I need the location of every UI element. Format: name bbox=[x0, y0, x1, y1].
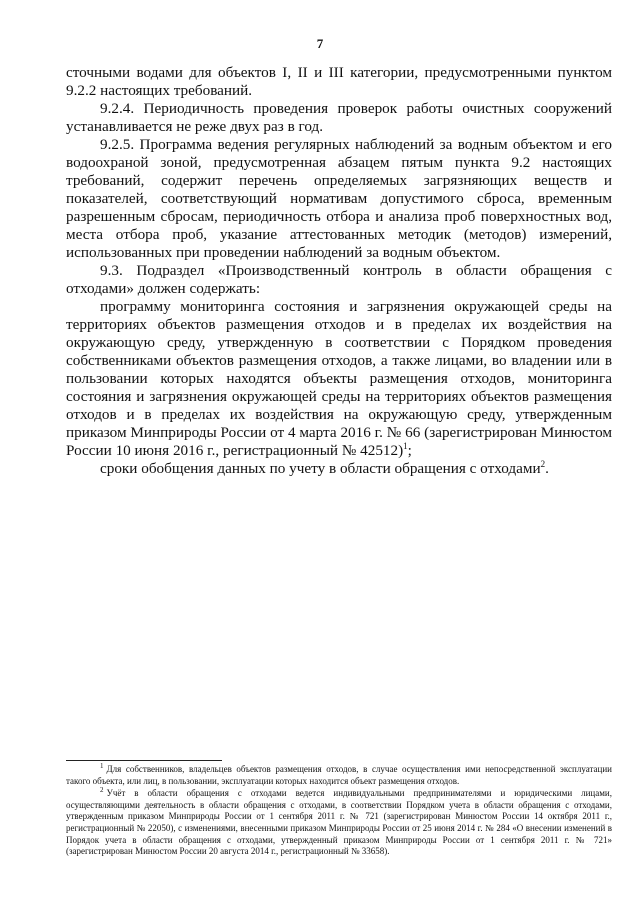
body-text bbox=[66, 64, 612, 478]
paragraph-monitoring-program: программу мониторинга состояния и загрязнения окружающей среды на территориях объектов размещения отходов и в пределах их воздействия на окружающую среду, утвержденную в соответствии с Порядком проведения собственниками объектов размещения отходов, а также лицами, во владении или в пользовании которых находятся объекты размещения отходов, мониторинга состояния и загрязнения окружающей среды на территориях объектов размещения отходов и в пределах их воздействия на окружающую среду, утвержденным приказом Минприроды России от 4 марта 2016 г. № 66 (зарегистрирован Минюстом России 10 июня 2016 г., регистрационный № 42512)$^1$; bbox=[66, 298, 612, 459]
footnote-ref-1: 1 bbox=[403, 440, 408, 451]
footnote-2: $^2$ Учёт в области обращения с отходами ведется индивидуальными предпринимателями и юридическими лицами, осуществляющими деятельность в области обращения с отходами, в соответствии Порядком учета в области обращения с отходами, утвержденным приказом Минприроды России от 1 сентября 2011 г. № 721 (зарегистрирован Минюстом России 14 октября 2011 г., регистрационный № 22050), с изменениями, внесенными приказом Минприроды России от 25 июня 2014 г. № 284 «О внесении изменений в Порядок учета в области обращения с отходами, утвержденный приказом Минприроды России от 1 сентября 2011 г. № 721» (зарегистрирован Минюстом России 20 августа 2014 г., регистрационный № 33658). bbox=[66, 786, 612, 857]
footnotes bbox=[66, 764, 612, 859]
footnote-divider bbox=[66, 760, 222, 761]
paragraph-9-3: 9.3. Подраздел «Производственный контроль в области обращения с отходами» должен содержать: bbox=[66, 262, 612, 297]
page-number: 7 bbox=[316, 36, 324, 51]
footnote-mark-1: 1 bbox=[100, 762, 104, 770]
paragraph-continuation: сточными водами для объектов I, II и III категории, предусмотренными пунктом 9.2.2 настоящих требований. bbox=[66, 64, 612, 99]
paragraph-9-2-5: 9.2.5. Программа ведения регулярных наблюдений за водным объектом и его водоохраной зоной, предусмотренная абзацем пятым пункта 9.2 настоящих требований, содержит перечень определяемых загрязняющих веществ и показателей, соответствующий нормативам допустимого сброса, временным разрешенным сбросам, периодичность отбора и анализа проб поверхностных вод, места отбора проб, указание аттестованных методик (методов) измерений, использованных при проведении наблюдений за водным объектом. bbox=[66, 136, 612, 261]
paragraph-reporting-deadlines: сроки обобщения данных по учету в области обращения с отходами$^2$. bbox=[100, 458, 549, 477]
footnote-ref-2: 2 bbox=[540, 458, 546, 469]
footnote-mark-2: 2 bbox=[100, 786, 104, 795]
footnote-1: $^1$ Для собственников, владельцев объектов размещения отходов, в случае осуществления ими непосредственной эксплуатации такого объекта, или лиц, в пользовании, эксплуатации которых находится объект размещения отходов. bbox=[66, 762, 612, 786]
paragraph-9-2-4: 9.2.4. Периодичность проведения проверок работы очистных сооружений устанавливается не реже двух раз в год. bbox=[66, 100, 612, 135]
